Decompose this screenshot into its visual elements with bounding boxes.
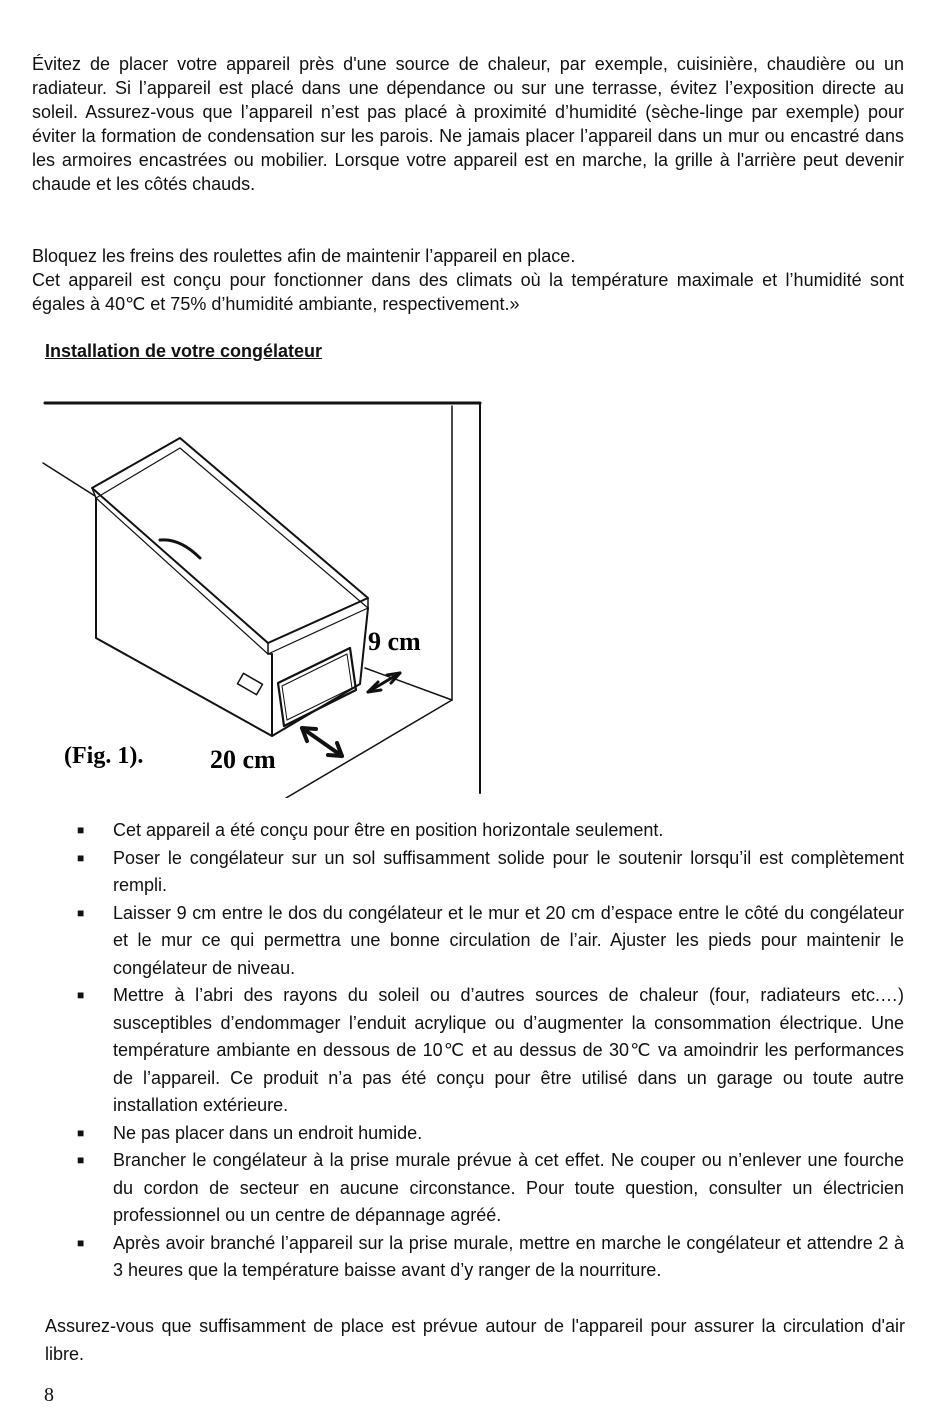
bullet-marker: ■ — [77, 988, 85, 1002]
list-item-text: Poser le congélateur sur un sol suffisamment solide pour le soutenir lorsqu’il est complètement rempli. — [113, 847, 904, 895]
list-item-text: Brancher le congélateur à la prise murale prévue à cet effet. Ne couper ou n’enlever une fourche du cordon de secteur en aucune circonstance. Pour toute question, consulter un électricien professionnel ou un centre de dépannage agréé. — [113, 1150, 904, 1225]
instruction-list — [74, 817, 904, 1285]
vent-grille — [278, 648, 356, 726]
list-item — [74, 982, 904, 1120]
closing-paragraph: Assurez-vous que suffisamment de place est prévue autour de l'appareil pour assurer la circulation d'air libre. — [45, 1316, 905, 1364]
bullet-marker: ■ — [77, 905, 85, 920]
list-item-text: Ne pas placer dans un endroit humide. — [113, 1122, 423, 1143]
installation-figure — [40, 398, 485, 798]
list-item — [74, 900, 904, 983]
list-item — [74, 845, 904, 900]
bullet-marker: ■ — [77, 1153, 85, 1167]
list-item — [74, 1230, 904, 1285]
lid-handle — [160, 540, 200, 558]
control-badge — [237, 673, 262, 694]
list-item — [74, 1147, 904, 1230]
list-item — [74, 817, 904, 845]
freezer-lid — [92, 438, 368, 643]
side-gap-arrow — [302, 728, 342, 756]
list-item-text: Laisser 9 cm entre le dos du congélateur et le mur et 20 cm d’espace entre le côté du congélateur et le mur ce qui permettra une bonne circulation de l’air. Ajuster les pieds pour maintenir le congélateur de niveau. — [113, 902, 904, 978]
brakes-note: Bloquez les freins des roulettes afin de maintenir l’appareil en place. — [32, 246, 576, 266]
figure-caption: (Fig. 1). — [64, 743, 144, 769]
freezer-body — [96, 498, 272, 736]
back-gap-arrow — [368, 673, 400, 692]
bullet-marker: ■ — [77, 1125, 85, 1140]
floor-side-line — [286, 700, 452, 798]
page-number: 8 — [44, 1384, 54, 1406]
list-item-text: Après avoir branché l’appareil sur la prise murale, mettre en marche le congélateur et attendre 2 à 3 heures que la température baisse avant d’y ranger de la nourriture. — [113, 1232, 904, 1280]
intro-paragraph-2 — [32, 244, 904, 316]
side-gap-label: 20 cm — [210, 745, 276, 774]
list-item-text: Mettre à l’abri des rayons du soleil ou d’autres sources de chaleur (four, radiateurs etc.…) susceptibles d’endommager l’enduit acrylique ou d’augmenter la consommation électrique. Une température ambiante en dessous de 10℃ et au dessus de 30℃ va amoindrir les performances de l’appareil. Ce produit n’a pas été conçu pour être utilisé dans un garage ou toute autre installation extérieure. — [113, 985, 904, 1115]
bullet-marker: ■ — [77, 823, 85, 837]
intro-paragraph: Évitez de placer votre appareil près d'une source de chaleur, par exemple, cuisinière, chaudière ou un radiateur. Si l’appareil est placé dans une dépendance ou sur une terrasse, évitez l’exposition directe au soleil. Assurez-vous que l’appareil n’est pas placé à proximité d’humidité (sèche-linge par exemple) pour éviter la formation de condensation sur les parois. Ne jamais placer l’appareil dans un mur ou encastré dans les armoires encastrées ou mobilier. Lorsque votre appareil est en marche, la grille à l'arrière peut devenir chaude et les côtés chauds. — [32, 54, 904, 194]
section-heading: Installation de votre congélateur — [45, 341, 323, 361]
bullet-marker: ■ — [77, 850, 85, 865]
list-item-text: Cet appareil a été conçu pour être en position horizontale seulement. — [113, 820, 664, 840]
climate-note: Cet appareil est conçu pour fonctionner dans des climats où la température maximale et l’humidité sont égales à 40℃ et 75% d’humidité ambiante, respectivement.» — [32, 270, 904, 314]
list-item — [74, 1120, 904, 1148]
bullet-marker: ■ — [77, 1235, 85, 1250]
back-gap-label: 9 cm — [368, 627, 421, 656]
wall-diagonal-line — [43, 463, 95, 496]
